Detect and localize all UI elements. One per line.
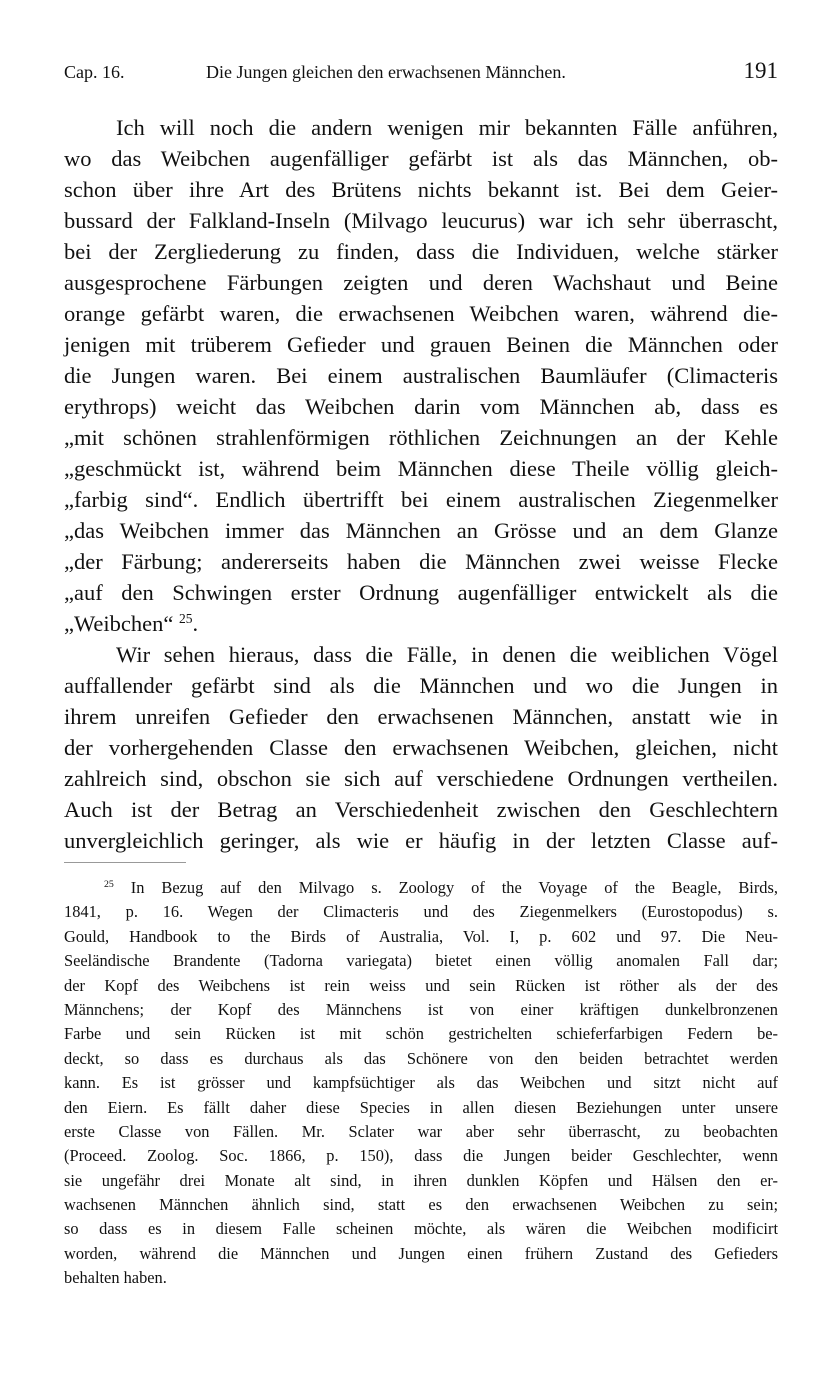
footnote-line: der Kopf des Weibchens ist rein weiss und sein Rücken ist röther als der des (64, 975, 778, 995)
text-line: auffallender gefärbt sind als die Männchen und wo die Jungen in (64, 673, 778, 698)
footnote-line: so dass es in diesem Falle scheinen möchte, als wären die Weibchen modificirt (64, 1219, 778, 1239)
text-line: der vorhergehenden Classe den erwachsenen Weibchen, gleichen, nicht (64, 735, 778, 760)
footnote-line: (Proceed. Zoolog. Soc. 1866, p. 150), dass die Jungen beider Geschlechter, wenn (64, 1146, 778, 1166)
footnote-line: kann. Es ist grösser und kampfsüchtiger als das Weibchen und sitzt nicht auf (64, 1073, 778, 1093)
footnote-marker: 25 (104, 879, 114, 891)
page-number: 191 (743, 58, 778, 83)
footnote-line: 1841, p. 16. Wegen der Climacteris und des Ziegenmelkers (Eurostopodus) s. (64, 902, 778, 922)
footnote-line: Farbe und sein Rücken ist mit schön gestrichelten schieferfarbigen Federn be- (64, 1024, 778, 1044)
text-line: ihrem unreifen Gefieder den erwachsenen Männchen, anstatt wie in (64, 704, 778, 729)
text-line: zahlreich sind, obschon sie sich auf verschiedene Ordnungen vertheilen. (64, 766, 778, 791)
text-line: „mit schönen strahlenförmigen röthlichen Zeichnungen an der Kehle (64, 425, 778, 450)
text-line: jenigen mit trüberem Gefieder und grauen Beinen die Männchen oder (64, 332, 778, 357)
text-line: bussard der Falkland-Inseln (Milvago leucurus) war ich sehr überrascht, (64, 208, 778, 233)
footnote-line: erste Classe von Fällen. Mr. Sclater war aber sehr überrascht, zu beobachten (64, 1121, 778, 1141)
text-line: bei der Zergliederung zu finden, dass die Individuen, welche stärker (64, 239, 778, 264)
text-line-content: „Weibchen“ (64, 611, 174, 636)
footnote-line: behalten haben. (64, 1268, 167, 1288)
text-line: „das Weibchen immer das Männchen an Grösse und an dem Glanze (64, 518, 778, 543)
text-line: Auch ist der Betrag an Verschiedenheit zwischen den Geschlechtern (64, 797, 778, 822)
chapter-label: Cap. 16. (64, 62, 125, 82)
text-line: Wir sehen hieraus, dass die Fälle, in denen die weiblichen Vögel (116, 642, 778, 667)
footnote-line: wachsenen Männchen ähnlich sind, statt es den erwachsenen Weibchen zu sein; (64, 1195, 778, 1215)
running-header (64, 58, 778, 92)
text-line: schon über ihre Art des Brütens nichts bekannt ist. Bei dem Geier- (64, 177, 778, 202)
footnote-line: den Eiern. Es fällt daher diese Species in allen diesen Beziehungen unter unsere (64, 1097, 778, 1117)
footnote-block (64, 876, 778, 1291)
text-line: Ich will noch die andern wenigen mir bekannten Fälle anführen, (116, 115, 778, 140)
footnote-reference: 25 (179, 610, 193, 626)
text-line: „der Färbung; andererseits haben die Männchen zwei weisse Flecke (64, 549, 778, 574)
footnote-line: Männchens; der Kopf des Männchens ist von einer kräftigen dunkelbronzenen (64, 999, 778, 1019)
footnote-line: worden, während die Männchen und Jungen einen frühern Zustand des Gefieders (64, 1243, 778, 1263)
text-line: wo das Weibchen augenfälliger gefärbt ist als das Männchen, ob- (64, 146, 778, 171)
main-text (64, 112, 778, 856)
text-line: unvergleichlich geringer, als wie er häufig in der letzten Classe auf- (64, 828, 778, 853)
text-line: „farbig sind“. Endlich übertrifft bei einem australischen Ziegenmelker (64, 487, 778, 512)
text-line: erythrops) weicht das Weibchen darin vom Männchen ab, dass es (64, 394, 778, 419)
footnote-line: Seeländische Brandente (Tadorna variegata) bietet einen völlig anomalen Fall dar; (64, 951, 778, 971)
text-line: „Weibchen“ $^{25}$. (64, 610, 199, 636)
text-line: ausgesprochene Färbungen zeigten und deren Wachshaut und Beine (64, 270, 778, 295)
footnote-line: Gould, Handbook to the Birds of Australia, Vol. I, p. 602 und 97. Die Neu- (64, 926, 778, 946)
text-line: „geschmückt ist, während beim Männchen diese Theile völlig gleich- (64, 456, 778, 481)
footnote-line (64, 876, 778, 900)
running-title: Die Jungen gleichen den erwachsenen Männchen. (206, 62, 566, 82)
footnote-line: deckt, so dass es durchaus als das Schönere von den beiden betrachtet werden (64, 1048, 778, 1068)
text-line: orange gefärbt waren, die erwachsenen Weibchen waren, während die- (64, 301, 778, 326)
text-line: die Jungen waren. Bei einem australischen Baumläufer (Climacteris (64, 363, 778, 388)
text-line: „auf den Schwingen erster Ordnung augenfälliger entwickelt als die (64, 580, 778, 605)
footnote-line: sie ungefähr drei Monate alt sind, in ihren dunklen Köpfen und Hälsen den er- (64, 1170, 778, 1190)
footnote-line-content: In Bezug auf den Milvago s. Zoology of the Voyage of the Beagle, Birds, (130, 878, 778, 897)
footnote-divider (64, 862, 186, 863)
